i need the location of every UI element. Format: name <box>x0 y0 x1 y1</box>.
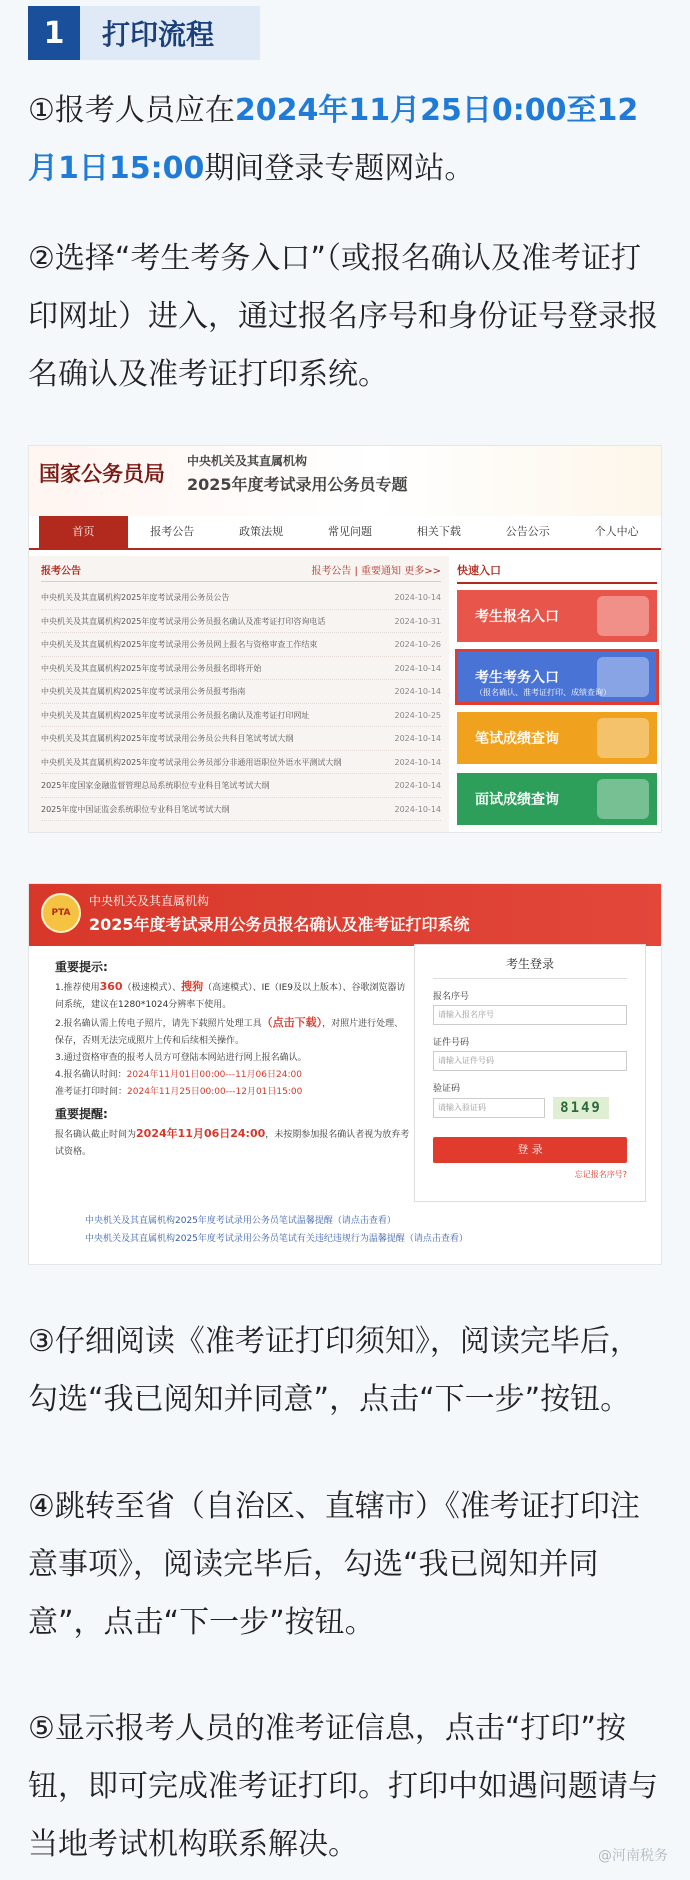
list-title: 报考公告 <box>41 566 81 577</box>
nav-faq[interactable]: 常见问题 <box>328 525 372 538</box>
list-item[interactable]: 2025年度中国证监会系统职位专业科目笔试考试大纲 2024-10-14 <box>41 798 441 822</box>
written-score-button[interactable]: 笔试成绩查询 <box>457 712 657 764</box>
footer-link[interactable]: 中央机关及其直属机构2025年度考试录用公务员笔试温馨提醒（请点击查看） <box>85 1216 396 1226</box>
section-number: 1 <box>28 6 80 60</box>
list-item[interactable]: 中央机关及其直属机构2025年度考试录用公务员公告 2024-10-14 <box>41 586 441 610</box>
id-number-input[interactable]: 请输入证件号码 <box>433 1051 627 1071</box>
section-header <box>28 6 260 60</box>
document-illustration-icon <box>597 596 649 636</box>
step-3-text: ③仔细阅读《准考证打印须知》，阅读完毕后，勾选“我已阅知并同意”，点击“下一步”按钮。 <box>28 1324 640 1417</box>
site-subtitle-2: 2025年度考试录用公务员专题 <box>187 475 408 494</box>
captcha-image[interactable]: 8149 <box>553 1097 609 1119</box>
registration-number-input[interactable]: 请输入报名序号 <box>433 1005 627 1025</box>
step-4-text: ④跳转至省（自治区、直辖市）《准考证打印注意事项》，阅读完毕后，勾选“我已阅知并同意”，点击“下一步”按钮。 <box>28 1489 640 1640</box>
topic-site-screenshot <box>28 445 662 833</box>
list-item[interactable]: 2025年度国家金融监督管理总局系统职位专业科目笔试考试大纲 2024-10-14 <box>41 774 441 798</box>
score-sheet-icon <box>597 718 649 758</box>
nav-downloads[interactable]: 相关下载 <box>416 525 461 538</box>
print-system-screenshot <box>28 883 662 1265</box>
site-subtitle-1: 中央机关及其直属机构 <box>187 454 308 468</box>
remind-heading: 重要提醒: <box>55 1107 108 1121</box>
nav-announcements[interactable]: 报考公告 <box>150 525 195 538</box>
print-time: 准考证打印时间：2024年11月25日00:00---12月01日15:00 <box>55 1087 303 1097</box>
list-item[interactable]: 中央机关及其直属机构2025年度考试录用公务员报名确认及准考证打印咨询电话 2024-10-31 <box>41 610 441 634</box>
notice-item: 1.推荐使用360（极速模式）、搜狗（高速模式）、IE（IE9及以上版本）、谷歌浏览器访问系统，建议在1280*1024分辨率下使用。 <box>55 980 406 1010</box>
site-org-logo: 国家公务员局 <box>39 462 165 486</box>
candidate-registration-button[interactable]: 考生报名入口 <box>457 590 657 642</box>
field-label: 报名序号 <box>433 992 470 1002</box>
list-more-link[interactable]: 报考公告 | 重要通知 更多>> <box>311 566 441 577</box>
candidate-affairs-button[interactable]: 考生考务入口 （报名确认、准考证打印、成绩查询） <box>457 651 657 703</box>
weibo-watermark: @河南税务 <box>598 1848 668 1864</box>
person-at-desk-icon <box>597 657 649 697</box>
remind-text: 报名确认截止时间为2024年11月06日24:00，未按期参加报名确认者视为放弃考试资格。 <box>55 1127 410 1157</box>
notice-panel <box>55 958 411 1161</box>
system-banner <box>29 884 661 946</box>
pta-seal-icon: PTA <box>41 893 81 933</box>
footer-links <box>85 1212 468 1248</box>
captcha-input[interactable]: 请输入验证码 <box>433 1098 545 1118</box>
list-item[interactable]: 中央机关及其直属机构2025年度考试录用公务员网上报名与资格审查工作结束 2024-10-26 <box>41 633 441 657</box>
field-label: 验证码 <box>433 1084 461 1094</box>
step-1-time-highlight: 2024年11月25日0:00至12月1日15:00 <box>28 93 639 186</box>
nav-home[interactable]: 首页 <box>39 516 128 548</box>
login-button[interactable]: 登 录 <box>433 1137 627 1163</box>
step-1-text: ①报考人员应在2024年11月25日0:00至12月1日15:00期间登录专题网站。 <box>28 93 639 186</box>
list-item[interactable]: 中央机关及其直属机构2025年度考试录用公务员报考指南 2024-10-14 <box>41 680 441 704</box>
nav-personal[interactable]: 个人中心 <box>594 525 639 538</box>
interview-score-button[interactable]: 面试成绩查询 <box>457 773 657 825</box>
system-subtitle: 中央机关及其直属机构 <box>89 894 210 908</box>
notice-item: 2.报名确认需上传电子照片，请先下载照片处理工具（点击下载），对照片进行处理、保存，否则无法完成照片上传和后续相关操作。 <box>55 1016 404 1046</box>
field-label: 证件号码 <box>433 1038 470 1048</box>
list-item[interactable]: 中央机关及其直属机构2025年度考试录用公务员报名即将开始 2024-10-14 <box>41 657 441 681</box>
step-2-text: ②选择“考生考务入口”（或报名确认及准考证打印网址）进入，通过报名序号和身份证号登录报名确认及准考证打印系统。 <box>28 241 658 392</box>
download-tool-link[interactable]: （点击下载） <box>261 1016 323 1029</box>
site-banner <box>29 446 661 516</box>
forgot-number-link[interactable]: 忘记报名序号? <box>574 1170 627 1179</box>
notice-heading: 重要提示: <box>55 960 108 974</box>
section-title: 打印流程 <box>102 18 215 51</box>
nav-notices[interactable]: 公告公示 <box>505 525 550 538</box>
list-item[interactable]: 中央机关及其直属机构2025年度考试录用公务员公共科目笔试考试大纲 2024-10-14 <box>41 727 441 751</box>
notice-item: 3.通过资格审查的报考人员方可登陆本网站进行网上报名确认。 <box>55 1053 307 1063</box>
footer-link[interactable]: 中央机关及其直属机构2025年度考试录用公务员笔试有关违纪违规行为温馨提醒（请点击查看） <box>85 1234 468 1244</box>
person-avatar-icon <box>597 779 649 819</box>
login-panel <box>414 944 646 1202</box>
list-item[interactable]: 中央机关及其直属机构2025年度考试录用公务员部分非通用语职位外语水平测试大纲 2024-10-14 <box>41 751 441 775</box>
site-nav <box>29 516 661 550</box>
step-5-text: ⑤显示报考人员的准考证信息，点击“打印”按钮，即可完成准考证打印。打印中如遇问题请与当地考试机构联系解决。 <box>28 1711 658 1862</box>
nav-policies[interactable]: 政策法规 <box>239 525 284 538</box>
list-item[interactable]: 中央机关及其直属机构2025年度考试录用公务员报名确认及准考证打印网址 2024-10-25 <box>41 704 441 728</box>
system-title: 2025年度考试录用公务员报名确认及准考证打印系统 <box>89 915 470 934</box>
announcement-list <box>29 556 449 833</box>
quick-entry-panel <box>457 556 657 833</box>
login-title: 考生登录 <box>433 955 627 979</box>
confirm-time: 4.报名确认时间：2024年11月01日00:00---11月06日24:00 <box>55 1070 302 1080</box>
quick-entry-title: 快速入口 <box>457 562 657 584</box>
